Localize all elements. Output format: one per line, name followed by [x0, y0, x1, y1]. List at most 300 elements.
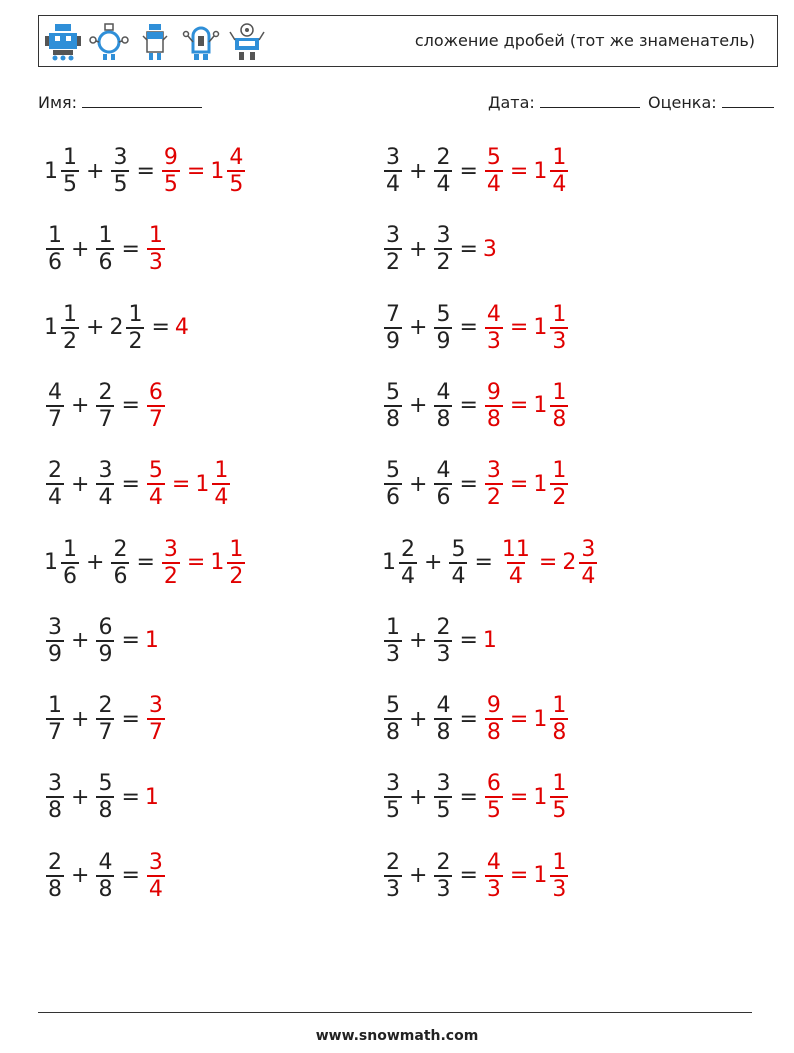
denominator: 5	[486, 798, 501, 824]
mixed-number	[382, 458, 404, 510]
denominator: 4	[148, 485, 163, 511]
denominator: 5	[386, 798, 400, 824]
numerator: 4	[436, 458, 451, 484]
fraction	[46, 223, 64, 275]
denominator: 3	[436, 876, 451, 902]
mixed-number	[483, 771, 505, 823]
denominator: 2	[386, 250, 400, 276]
equals-sign: =	[509, 471, 529, 497]
fraction	[46, 771, 64, 823]
worksheet-header	[38, 15, 778, 67]
denominator: 8	[386, 720, 400, 746]
denominator: 8	[386, 406, 400, 432]
denominator: 6	[63, 563, 77, 589]
date-label: Дата:	[488, 93, 535, 112]
plus-sign: +	[409, 863, 428, 889]
plus-sign: +	[86, 550, 105, 575]
equals-sign: =	[509, 706, 529, 732]
fraction	[384, 458, 402, 510]
denominator: 3	[552, 876, 567, 902]
mixed-number	[94, 223, 116, 275]
denominator: 4	[436, 172, 451, 197]
problem-item	[44, 453, 232, 515]
denominator: 7	[148, 406, 163, 432]
fraction	[399, 537, 417, 589]
fraction	[384, 302, 402, 354]
fraction	[434, 458, 452, 510]
mixed-number	[533, 771, 570, 823]
numerator: 5	[386, 458, 400, 484]
name-blank[interactable]	[82, 93, 202, 108]
mixed-number	[498, 537, 534, 589]
mixed-number	[382, 537, 419, 589]
mixed-number	[175, 315, 190, 340]
mixed-number	[44, 537, 81, 589]
mixed-number	[382, 302, 404, 354]
denominator: 5	[163, 172, 178, 197]
problem-item	[382, 688, 570, 750]
fraction	[212, 458, 230, 510]
mixed-number	[145, 628, 160, 653]
fraction	[500, 537, 532, 589]
denominator: 2	[436, 250, 451, 276]
whole-part: 1	[210, 158, 225, 184]
fraction	[434, 693, 452, 745]
whole-part: 1	[44, 550, 58, 575]
robot-3-icon	[135, 22, 175, 62]
numerator: 1	[552, 379, 567, 405]
equals-sign: =	[186, 158, 206, 184]
problem-item	[382, 140, 570, 202]
plus-sign: +	[71, 784, 90, 810]
mixed-number	[447, 537, 469, 589]
numerator: 3	[386, 223, 400, 249]
whole-part: 1	[382, 550, 396, 575]
robot-1-icon	[43, 22, 83, 62]
fraction	[485, 771, 503, 823]
denominator: 2	[552, 485, 567, 511]
mixed-number	[44, 458, 66, 510]
fraction	[384, 693, 402, 745]
mixed-number	[145, 693, 167, 745]
equals-sign: =	[509, 158, 529, 184]
equals-sign: =	[459, 628, 478, 654]
denominator: 4	[98, 485, 113, 511]
whole-part: 1	[533, 158, 548, 184]
fraction	[162, 145, 180, 197]
numerator: 1	[128, 301, 143, 327]
mixed-number	[94, 850, 116, 902]
plus-sign: +	[409, 784, 428, 810]
fraction	[46, 850, 64, 902]
denominator: 2	[486, 485, 501, 511]
plus-sign: +	[71, 863, 90, 889]
numerator: 1	[63, 536, 77, 562]
numerator: 2	[48, 849, 62, 875]
numerator: 9	[486, 693, 501, 719]
problem-item	[382, 532, 599, 594]
denominator: 6	[386, 485, 400, 511]
name-field	[38, 93, 202, 112]
denominator: 5	[552, 798, 567, 824]
whole-part: 1	[533, 393, 548, 419]
mixed-number	[44, 302, 81, 354]
footer-divider	[38, 1012, 752, 1013]
plus-sign: +	[409, 158, 428, 184]
fraction	[434, 380, 452, 432]
mixed-number	[483, 145, 505, 197]
mixed-number	[94, 380, 116, 432]
fraction	[147, 693, 165, 745]
numerator: 4	[436, 379, 451, 405]
problem-item	[44, 688, 167, 750]
equals-sign: =	[136, 158, 155, 184]
equals-sign: =	[121, 236, 140, 262]
whole-part: 1	[44, 158, 58, 184]
numerator: 9	[163, 145, 178, 170]
fraction	[96, 615, 114, 667]
numerator: 1	[552, 145, 567, 170]
problem-item	[382, 610, 498, 672]
mixed-number	[432, 458, 454, 510]
fraction	[46, 615, 64, 667]
mixed-number	[109, 302, 146, 354]
problem-item	[44, 532, 247, 594]
mixed-number	[109, 145, 131, 197]
equals-sign: =	[121, 393, 140, 419]
fraction	[485, 145, 503, 197]
numerator: 2	[48, 458, 62, 484]
mixed-number	[44, 693, 66, 745]
numerator: 4	[436, 693, 451, 719]
problem-item	[44, 766, 160, 828]
plus-sign: +	[71, 471, 90, 497]
denominator: 2	[128, 328, 143, 354]
equals-sign: =	[151, 315, 170, 341]
numerator: 1	[98, 223, 113, 249]
denominator: 2	[63, 328, 77, 354]
mixed-number	[44, 850, 66, 902]
equals-sign: =	[459, 315, 478, 341]
fraction	[434, 223, 452, 275]
numerator: 1	[63, 301, 77, 327]
grade-field	[648, 93, 774, 112]
fraction	[147, 458, 165, 510]
denominator: 4	[401, 563, 415, 589]
mixed-number	[210, 537, 247, 589]
equals-sign: =	[509, 393, 529, 419]
robot-2-icon	[89, 22, 129, 62]
fraction	[46, 380, 64, 432]
mixed-number	[533, 693, 570, 745]
denominator: 5	[113, 172, 128, 197]
denominator: 4	[48, 485, 62, 511]
plus-sign: +	[409, 628, 428, 654]
mixed-number	[44, 223, 66, 275]
whole-part: 1	[144, 628, 159, 654]
denominator: 4	[508, 563, 523, 589]
mixed-number	[94, 771, 116, 823]
numerator: 5	[148, 458, 163, 484]
mixed-number	[432, 380, 454, 432]
denominator: 7	[98, 720, 113, 746]
denominator: 3	[486, 328, 501, 354]
denominator: 9	[436, 328, 451, 354]
fraction	[550, 771, 568, 823]
plus-sign: +	[71, 236, 90, 262]
denominator: 3	[386, 641, 400, 667]
grade-label: Оценка:	[648, 93, 717, 112]
mixed-number	[483, 693, 505, 745]
mixed-number	[432, 615, 454, 667]
equals-sign: =	[459, 784, 478, 810]
numerator: 1	[48, 693, 62, 719]
equals-sign: =	[121, 784, 140, 810]
fraction	[227, 145, 245, 197]
numerator: 1	[148, 223, 163, 249]
numerator: 6	[486, 771, 501, 797]
mixed-number	[145, 458, 167, 510]
problem-item	[382, 453, 570, 515]
numerator: 9	[486, 379, 501, 405]
fraction	[550, 302, 568, 354]
numerator: 5	[436, 301, 451, 327]
mixed-number	[533, 302, 570, 354]
fraction	[384, 223, 402, 275]
problem-item	[382, 297, 570, 359]
numerator: 2	[436, 614, 451, 640]
mixed-number	[109, 537, 131, 589]
denominator: 8	[436, 406, 451, 432]
numerator: 3	[386, 145, 400, 170]
numerator: 3	[48, 771, 62, 797]
mixed-number	[382, 380, 404, 432]
fraction	[111, 537, 129, 589]
footer-url: www.snowmath.com	[315, 1028, 479, 1044]
denominator: 5	[436, 798, 451, 824]
numerator: 4	[229, 145, 244, 170]
mixed-number	[533, 850, 570, 902]
problem-item	[382, 845, 570, 907]
denominator: 4	[386, 172, 400, 197]
numerator: 4	[486, 301, 501, 327]
fraction	[485, 693, 503, 745]
fraction	[550, 458, 568, 510]
denominator: 9	[98, 641, 113, 667]
whole-part: 2	[562, 550, 577, 575]
whole-part: 1	[533, 863, 548, 889]
fraction	[111, 145, 129, 197]
whole-part: 4	[174, 315, 189, 341]
mixed-number	[562, 537, 599, 589]
plus-sign: +	[71, 628, 90, 654]
numerator: 1	[214, 458, 229, 484]
fraction	[550, 693, 568, 745]
numerator: 2	[113, 536, 128, 562]
denominator: 3	[148, 250, 163, 276]
fraction	[126, 302, 144, 354]
numerator: 2	[386, 849, 400, 875]
fraction	[46, 693, 64, 745]
fraction	[227, 537, 245, 589]
fraction	[449, 537, 467, 589]
mixed-number	[382, 615, 404, 667]
mixed-number	[432, 145, 454, 197]
robot-icons	[43, 20, 267, 64]
whole-part: 1	[482, 628, 497, 654]
problem-item	[44, 140, 247, 202]
mixed-number	[145, 785, 160, 810]
mixed-number	[483, 380, 505, 432]
numerator: 3	[163, 536, 178, 562]
denominator: 8	[48, 798, 62, 824]
fraction	[96, 223, 114, 275]
fraction	[384, 771, 402, 823]
fraction	[96, 380, 114, 432]
fraction	[384, 850, 402, 902]
fraction	[61, 145, 79, 197]
numerator: 3	[436, 771, 451, 797]
mixed-number	[432, 771, 454, 823]
problem-item	[44, 375, 167, 437]
equals-sign: =	[509, 784, 529, 810]
mixed-number	[94, 615, 116, 667]
denominator: 4	[214, 485, 229, 511]
mixed-number	[483, 458, 505, 510]
plus-sign: +	[71, 706, 90, 732]
mixed-number	[195, 458, 232, 510]
robot-4-icon	[181, 22, 221, 62]
mixed-number	[44, 771, 66, 823]
denominator: 4	[552, 172, 567, 197]
denominator: 4	[581, 563, 596, 589]
equals-sign: =	[136, 550, 155, 575]
equals-sign: =	[459, 471, 478, 497]
plus-sign: +	[409, 236, 428, 262]
denominator: 3	[552, 328, 567, 354]
mixed-number	[382, 771, 404, 823]
numerator: 3	[486, 458, 501, 484]
numerator: 1	[552, 301, 567, 327]
mixed-number	[483, 237, 498, 262]
mixed-number	[145, 223, 167, 275]
denominator: 9	[48, 641, 62, 667]
equals-sign: =	[509, 315, 529, 341]
equals-sign: =	[474, 550, 493, 575]
fraction	[147, 223, 165, 275]
fraction	[434, 771, 452, 823]
fraction	[96, 693, 114, 745]
numerator: 1	[552, 693, 567, 719]
numerator: 1	[63, 145, 77, 170]
whole-part: 1	[210, 550, 225, 575]
numerator: 3	[48, 614, 62, 640]
denominator: 2	[163, 563, 178, 589]
numerator: 1	[552, 849, 567, 875]
fraction	[485, 380, 503, 432]
plus-sign: +	[409, 706, 428, 732]
fraction	[384, 145, 402, 197]
whole-part: 1	[44, 315, 58, 341]
denominator: 7	[148, 720, 163, 746]
denominator: 8	[486, 406, 501, 432]
denominator: 8	[486, 720, 501, 746]
date-blank[interactable]	[540, 93, 640, 108]
denominator: 8	[98, 798, 113, 824]
fraction	[434, 302, 452, 354]
equals-sign: =	[459, 706, 478, 732]
denominator: 7	[98, 406, 113, 432]
mixed-number	[44, 380, 66, 432]
numerator: 1	[229, 536, 244, 562]
plus-sign: +	[86, 158, 105, 184]
robot-5-icon	[227, 22, 267, 62]
numerator: 5	[98, 771, 113, 797]
numerator: 1	[552, 458, 567, 484]
equals-sign: =	[171, 471, 191, 497]
fraction	[147, 850, 165, 902]
plus-sign: +	[71, 393, 90, 419]
equals-sign: =	[459, 863, 478, 889]
numerator: 2	[401, 536, 415, 562]
denominator: 2	[229, 563, 244, 589]
equals-sign: =	[538, 550, 558, 575]
denominator: 4	[451, 563, 466, 589]
numerator: 1	[48, 223, 62, 249]
numerator: 1	[386, 614, 400, 640]
fraction	[485, 302, 503, 354]
denominator: 8	[552, 720, 567, 746]
whole-part: 1	[533, 706, 548, 732]
plus-sign: +	[409, 471, 428, 497]
whole-part: 1	[195, 471, 210, 497]
problem-item	[44, 297, 190, 359]
mixed-number	[145, 850, 167, 902]
worksheet-title: сложение дробей (тот же знаменатель)	[414, 31, 755, 50]
mixed-number	[533, 380, 570, 432]
fraction	[162, 537, 180, 589]
equals-sign: =	[121, 706, 140, 732]
equals-sign: =	[459, 236, 478, 262]
problem-item	[44, 610, 160, 672]
problem-item	[44, 845, 167, 907]
numerator: 3	[148, 693, 163, 719]
numerator: 3	[436, 223, 451, 249]
fraction	[485, 458, 503, 510]
whole-part: 1	[533, 471, 548, 497]
denominator: 6	[98, 250, 113, 276]
fraction	[434, 850, 452, 902]
equals-sign: =	[459, 158, 478, 184]
mixed-number	[432, 693, 454, 745]
grade-blank[interactable]	[722, 93, 774, 108]
denominator: 8	[552, 406, 567, 432]
denominator: 4	[148, 876, 163, 902]
whole-part: 1	[533, 784, 548, 810]
mixed-number	[483, 850, 505, 902]
numerator: 2	[436, 145, 451, 170]
mixed-number	[483, 628, 498, 653]
fraction	[61, 537, 79, 589]
numerator: 3	[581, 536, 596, 562]
numerator: 3	[148, 849, 163, 875]
fraction	[147, 380, 165, 432]
problem-item	[382, 218, 498, 280]
denominator: 3	[436, 641, 451, 667]
denominator: 5	[229, 172, 244, 197]
mixed-number	[382, 145, 404, 197]
mixed-number	[432, 223, 454, 275]
